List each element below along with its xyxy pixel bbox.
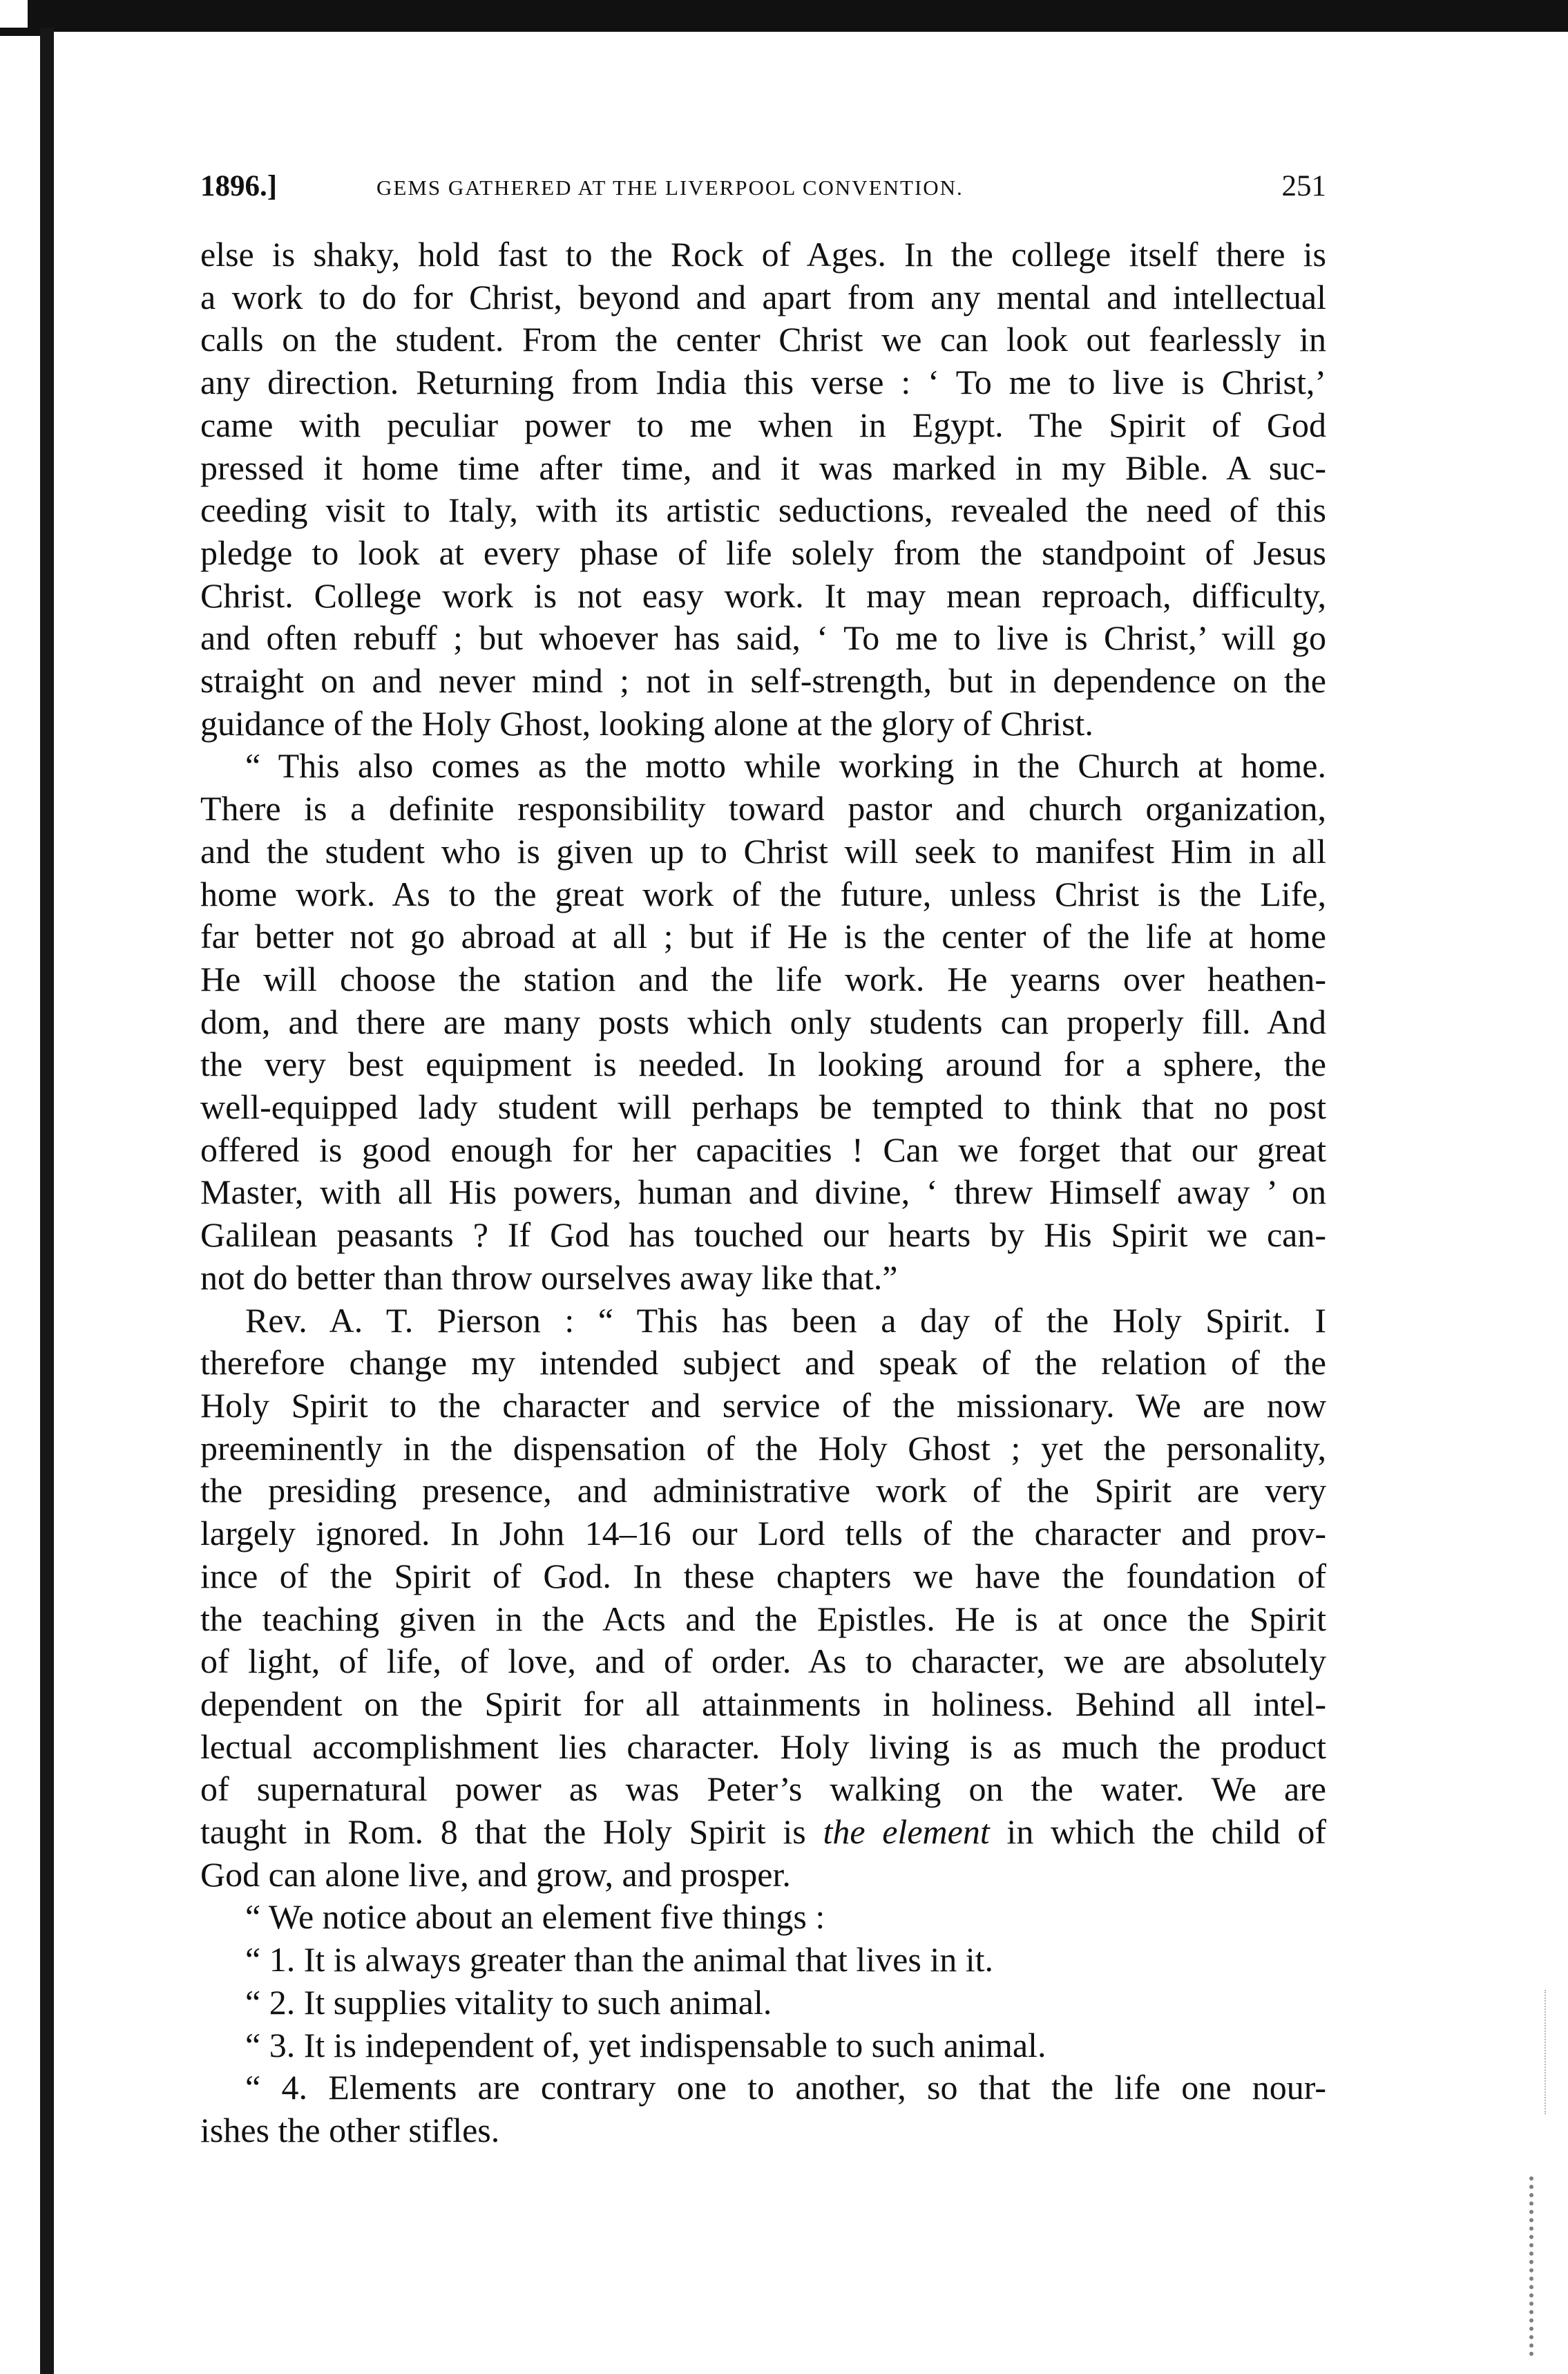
paragraph-start: Rev. A. T. Pierson : “ This has been a day of the Holy Spirit. I bbox=[245, 1300, 1326, 1340]
text-line: Christ. College work is not easy work. It may mean reproach, difficulty, bbox=[200, 576, 1326, 615]
paragraph-start: “ This also comes as the motto while working in the Church at home. bbox=[245, 746, 1326, 786]
text-line: well-equipped lady student will perhaps be tempted to think that no post bbox=[200, 1088, 1326, 1127]
text-line: There is a definite responsibility toward pastor and church organization, bbox=[200, 789, 1326, 828]
text-line: pressed it home time after time, and it was marked in my Bible. A suc- bbox=[200, 448, 1326, 487]
text-line: the very best equipment is needed. In looking around for a sphere, the bbox=[200, 1045, 1326, 1084]
text-line: came with peculiar power to me when in Egypt. The Spirit of God bbox=[200, 405, 1326, 444]
scan-artifact bbox=[1545, 1990, 1561, 2114]
page-edge bbox=[0, 28, 46, 36]
text-line: Master, with all His powers, human and divine, ‘ threw Himself away ’ on bbox=[200, 1172, 1326, 1212]
text-line: Galilean peasants ? If God has touched our hearts by His Spirit we can- bbox=[200, 1215, 1326, 1255]
text-line: the teaching given in the Acts and the Epistles. He is at once the Spirit bbox=[200, 1599, 1326, 1638]
text-line: far better not go abroad at all ; but if He is the center of the life at home bbox=[200, 917, 1326, 956]
text-line: preeminently in the dispensation of the Holy Ghost ; yet the personality, bbox=[200, 1428, 1326, 1468]
text-line: any direction. Returning from India this verse : ‘ To me to live is Christ,’ bbox=[200, 363, 1326, 402]
text-line: and the student who is given up to Christ will seek to manifest Him in all bbox=[200, 831, 1326, 871]
text-fragment: in which the child of bbox=[1006, 1812, 1327, 1852]
running-title: GEMS GATHERED AT THE LIVERPOOL CONVENTION. bbox=[376, 175, 964, 200]
text-line: dom, and there are many posts which only students can properly fill. And bbox=[200, 1002, 1326, 1041]
text-line-with-italic bbox=[200, 1811, 1326, 1854]
text-line: God can alone live, and grow, and prosper. bbox=[200, 1854, 791, 1894]
list-item: “ 1. It is always greater than the animal that lives in it. bbox=[245, 1940, 994, 1979]
text-line: offered is good enough for her capacities ! Can we forget that our great bbox=[200, 1130, 1326, 1169]
list-item: “ 2. It supplies vitality to such animal. bbox=[245, 1982, 772, 2022]
text-line: of light, of life, of love, and of order. As to character, we are absolutely bbox=[200, 1642, 1326, 1681]
text-line: guidance of the Holy Ghost, looking alone at the glory of Christ. bbox=[200, 703, 1093, 743]
paragraph-start: “ We notice about an element five things : bbox=[245, 1897, 825, 1937]
text-line: of supernatural power as was Peter’s walking on the water. We are bbox=[200, 1769, 1326, 1809]
text-fragment: taught in Rom. 8 that the Holy Spirit is bbox=[200, 1812, 806, 1852]
text-line: straight on and never mind ; not in self-strength, but in dependence on the bbox=[200, 661, 1326, 701]
text-line: ince of the Spirit of God. In these chapters we have the foundation of bbox=[200, 1556, 1326, 1595]
text-line: ceeding visit to Italy, with its artistic seductions, revealed the need of this bbox=[200, 491, 1326, 530]
text-line: Holy Spirit to the character and service of the missionary. We are now bbox=[200, 1385, 1326, 1425]
text-line: else is shaky, hold fast to the Rock of Ages. In the college itself there is bbox=[200, 235, 1326, 274]
italic-phrase: the element bbox=[823, 1812, 990, 1852]
text-line: not do better than throw ourselves away like that.” bbox=[200, 1257, 898, 1297]
scan-artifact bbox=[1529, 2176, 1561, 2356]
binding-edge bbox=[40, 28, 54, 2374]
list-item: “ 4. Elements are contrary one to another, so that the life one nour- bbox=[245, 2068, 1326, 2107]
header-year: 1896.] bbox=[200, 170, 278, 202]
text-line: therefore change my intended subject and speak of the relation of the bbox=[200, 1343, 1326, 1383]
text-line: the presiding presence, and administrative work of the Spirit are very bbox=[200, 1471, 1326, 1510]
page-number: 251 bbox=[1281, 170, 1326, 202]
body-text bbox=[200, 234, 1326, 2152]
text-line: home work. As to the great work of the future, unless Christ is the Life, bbox=[200, 874, 1326, 913]
text-line: pledge to look at every phase of life solely from the standpoint of Jesus bbox=[200, 533, 1326, 572]
text-line: and often rebuff ; but whoever has said, ‘ To me to live is Christ,’ will go bbox=[200, 618, 1326, 658]
text-line: largely ignored. In John 14–16 our Lord tells of the character and prov- bbox=[200, 1514, 1326, 1553]
text-line: ishes the other stifles. bbox=[200, 2110, 500, 2149]
running-header bbox=[200, 169, 1326, 211]
text-line: a work to do for Christ, beyond and apart from any mental and intellectual bbox=[200, 277, 1326, 316]
text-line: lectual accomplishment lies character. Holy living is as much the product bbox=[200, 1727, 1326, 1766]
list-item: “ 3. It is independent of, yet indispensable to such animal. bbox=[245, 2025, 1046, 2064]
text-line: He will choose the station and the life work. He yearns over heathen- bbox=[200, 959, 1326, 998]
text-line: dependent on the Spirit for all attainments in holiness. Behind all intel- bbox=[200, 1684, 1326, 1723]
text-line: calls on the student. From the center Christ we can look out fearlessly in bbox=[200, 320, 1326, 359]
top-border bbox=[28, 0, 1568, 32]
